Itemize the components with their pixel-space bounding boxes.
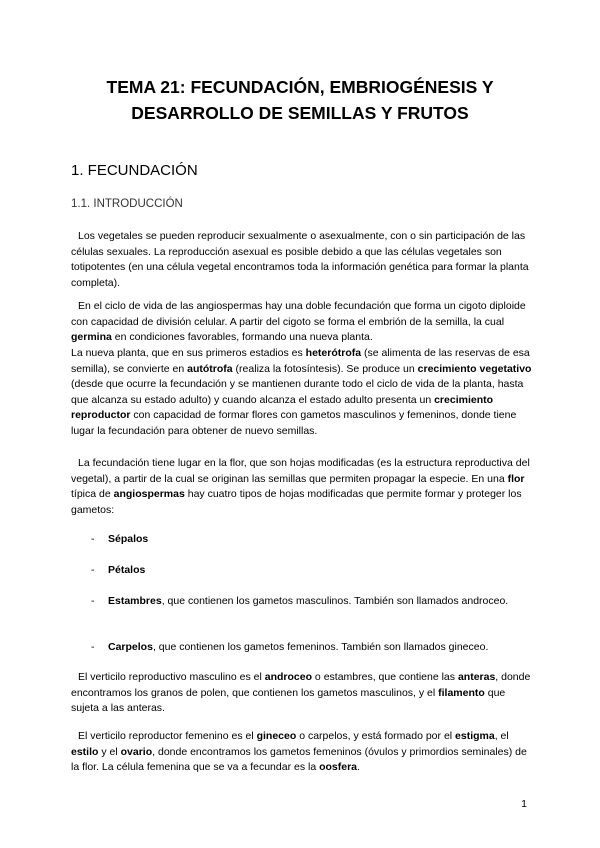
text-run: o carpelos, y está formado por el	[296, 730, 456, 742]
text-run: con capacidad de formar flores con gametos masculinos y femeninos, donde tiene lugar la fecundación para obtener de nuevo semillas.	[71, 409, 517, 437]
bold-term: autótrofa	[187, 362, 233, 375]
text-run: .	[357, 761, 360, 773]
text-run: La fecundación tiene lugar en la flor, que son hojas modificadas (es la estructura reproductiva del vegetal), a partir de la cual se originan las semillas que permiten propagar la especie. En una	[71, 457, 530, 485]
text-run: El verticilo reproductivo masculino es el	[78, 671, 265, 683]
text-run: en condiciones favorables, formando una nueva planta.	[111, 331, 373, 343]
paragraph-ciclo-vida	[71, 299, 533, 346]
section-heading: 1. FECUNDACIÓN	[71, 162, 198, 179]
text-run: (se alimenta de las reservas de esa semilla), se convierte en	[71, 347, 530, 375]
list-bullet: -	[91, 533, 95, 545]
text-run: hay cuatro tipos de hojas modificadas que permite formar y proteger los gametos:	[71, 488, 522, 516]
text-run: y el	[98, 745, 121, 758]
list-bullet: -	[91, 564, 95, 576]
bold-term: Estambres	[108, 595, 162, 607]
bold-term: gineceo	[256, 730, 297, 742]
bold-term: Sépalos	[108, 533, 149, 545]
bold-term: ovario	[120, 745, 153, 758]
bold-term: estigma	[455, 730, 495, 742]
text-run: , el	[494, 730, 509, 742]
text-run: El verticilo reproductor femenino es el	[78, 730, 257, 742]
text-run: o estambres, que contiene las	[312, 671, 458, 683]
subsection-heading: 1.1. INTRODUCCIÓN	[71, 198, 183, 210]
page-number: 1	[521, 798, 527, 810]
bold-term: heterótrofa	[305, 347, 362, 359]
text-run: , donde encontramos los gametos femeninos (óvulos y primordios seminales) de la flor. La célula femenina que se va a fecundar es la	[71, 745, 527, 773]
text-run: que sujeta a las anteras.	[71, 686, 506, 714]
bold-term: oosfera	[319, 761, 358, 773]
bold-term: angiospermas	[113, 488, 185, 500]
text-run: , donde encontramos los granos de polen, que contienen los gametos masculinos, y el	[71, 671, 531, 699]
bold-term: filamento	[438, 686, 485, 699]
bold-term: estilo	[71, 745, 99, 758]
paragraph-nueva-planta	[71, 346, 533, 439]
list-bullet: -	[91, 641, 95, 653]
text-run: La nueva planta, que en sus primeros estadios es	[71, 347, 306, 359]
bold-term: androceo	[264, 671, 313, 683]
paragraph-androceo	[71, 670, 533, 717]
document-title	[60, 74, 540, 126]
text-run: típica de	[71, 488, 114, 500]
bold-term: flor	[507, 472, 525, 485]
bold-term: crecimiento reproductor	[71, 393, 494, 421]
text-run: , que contienen los gametos masculinos. También son llamados androceo.	[161, 595, 509, 607]
bold-term: Carpelos	[108, 641, 153, 653]
text-run: , que contienen los gametos femeninos. También son llamados gineceo.	[152, 641, 489, 653]
text-run: (realiza la fotosíntesis). Se produce un	[232, 362, 418, 375]
paragraph-gineceo	[71, 729, 533, 776]
bold-term: anteras	[457, 671, 496, 683]
title-line-2: DESARROLLO DE SEMILLAS Y FRUTOS	[131, 103, 469, 123]
bold-term: crecimiento vegetativo	[417, 362, 532, 375]
text-run: (desde que ocurre la fecundación y se mantienen durante todo el ciclo de vida de la planta, hasta que alcanza su estado adulto) y cuando alcanza el estado adulto presenta un	[71, 378, 524, 406]
bold-term: Pétalos	[108, 564, 146, 576]
text-run: En el ciclo de vida de las angiospermas hay una doble fecundación que forma un cigoto diploide con capacidad de división celular. A partir del cigoto se forma el embrión de la semilla, la cual	[71, 300, 526, 328]
title-line-1: TEMA 21: FECUNDACIÓN, EMBRIOGÉNESIS Y	[106, 77, 494, 97]
list-bullet: -	[91, 595, 95, 607]
paragraph-flor	[71, 456, 533, 518]
bold-term: germina	[71, 331, 112, 343]
paragraph-text: Los vegetales se pueden reproducir sexualmente o asexualmente, con o sin participación de las células sexuales. La reproducción asexual es posible debido a que las células vegetales son totipotentes (en una célula vegetal encontramos toda la información genética para formar la planta completa).	[71, 230, 529, 289]
paragraph-reproduccion	[71, 229, 533, 291]
